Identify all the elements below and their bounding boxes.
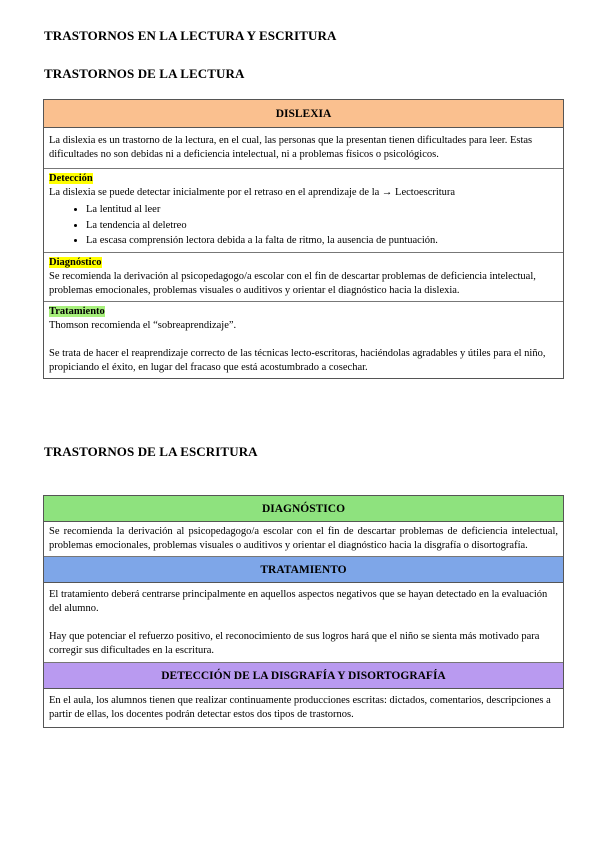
diagnosis-label: Diagnóstico	[49, 256, 102, 268]
writing-treatment-title: TRATAMIENTO	[44, 557, 563, 583]
writing-treatment-text-1: El tratamiento deberá centrarse principalmente en aquellos aspectos negativos que se hayan detectado en la evaluación del alumno.	[49, 589, 548, 614]
dyslexia-title: DISLEXIA	[44, 100, 563, 128]
reading-heading: TRASTORNOS DE LA LECTURA	[44, 66, 245, 81]
writing-table	[43, 495, 564, 728]
detection-list	[49, 202, 558, 249]
writing-diagnosis-text: Se recomienda la derivación al psicopedagogo/a escolar con el fin de descartar problemas de deficiencia intelectual, problemas emocionales, problemas visuales o auditivos y orientar el diagnóstico hacia la disgrafía o disortografía.	[44, 522, 563, 557]
writing-treatment-section	[44, 583, 563, 663]
dyslexia-definition: La dislexia es un trastorno de la lectura, en el cual, las personas que la presentan tienen dificultades para leer. Estas dificultades no son debidas ni a deficiencia intelectual, ni a problemas físicos o psicológicos.	[44, 128, 563, 169]
detection-intro: La dislexia se puede detectar inicialmente por el retraso en el aprendizaje de la → Lectoescritura	[49, 187, 456, 198]
writing-treatment-text-2: Hay que potenciar el refuerzo positivo, el reconocimiento de sus logros hará que el niño se sienta más motivado para corregir sus dificultades en la escritura.	[49, 631, 540, 656]
list-item: • La lentitud al leer	[86, 202, 558, 218]
main-heading: TRASTORNOS EN LA LECTURA Y ESCRITURA	[44, 28, 337, 43]
writing-detection-text: En el aula, los alumnos tienen que realizar continuamente producciones escritas: dictados, comentarios, descripciones a partir de ellas, los docentes podrán detectar estos dos tipos de trastornos.	[49, 695, 551, 720]
treatment-label: Tratamiento	[49, 305, 105, 317]
writing-detection-title: DETECCIÓN DE LA DISGRAFÍA Y DISORTOGRAFÍA	[44, 663, 563, 689]
writing-diagnosis-title: DIAGNÓSTICO	[44, 496, 563, 522]
dyslexia-detection-section	[44, 169, 563, 253]
writing-heading: TRASTORNOS DE LA ESCRITURA	[44, 444, 258, 459]
diagnosis-text: Se recomienda la derivación al psicopedagogo/a escolar con el fin de descartar problemas de deficiencia intelectual, problemas emocionales, problemas visuales o auditivos y orientar el diagnóstico hacia la dislexia.	[49, 270, 536, 296]
dyslexia-table	[43, 99, 564, 379]
treatment-text-2: Se trata de hacer el reaprendizaje correcto de las técnicas lecto-escritoras, haciéndolas agradables y útiles para el niño, propiciando el éxito, en lugar del fracaso que está acostumbrado a cosechar.	[49, 347, 546, 373]
detection-label: Detección	[49, 173, 93, 184]
list-item: • La escasa comprensión lectora debida a la falta de ritmo, la ausencia de puntuación.	[86, 233, 558, 249]
dyslexia-treatment-section	[44, 302, 563, 378]
dyslexia-diagnosis-section	[44, 253, 563, 302]
treatment-text-1: Thomson recomienda el “sobreaprendizaje”.	[49, 319, 237, 331]
list-item: • La tendencia al deletreo	[86, 218, 558, 234]
